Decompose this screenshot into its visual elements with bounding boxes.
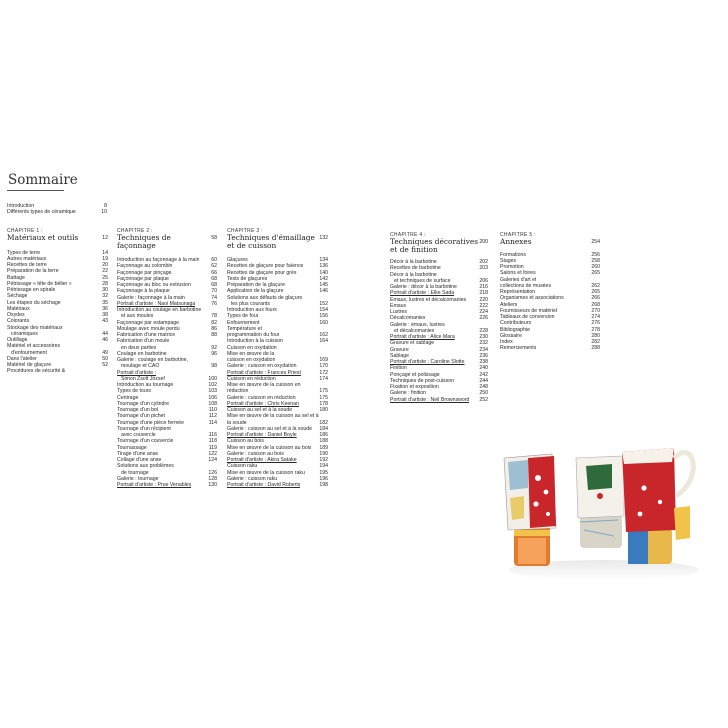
toc-entry-page: 172 xyxy=(319,369,328,376)
toc-entry-page: 265 xyxy=(591,270,600,277)
chapter-page: 58 xyxy=(211,235,217,241)
toc-entry-title: Introduction au coulage en barbotine xyxy=(117,307,202,314)
toc-entry-title: la soude xyxy=(227,419,247,426)
toc-entry-title: Centrage xyxy=(117,394,139,401)
toc-entry-title: Solutions aux problèmes xyxy=(117,463,174,470)
chapter-4 xyxy=(390,232,488,403)
toc-entry-page: 198 xyxy=(319,482,328,489)
toc-entry-title: Types de terre xyxy=(7,249,41,256)
toc-entry-page: 28 xyxy=(102,280,108,287)
toc-entry-page: 114 xyxy=(208,419,217,426)
chapter-label: CHAPITRE 2 : xyxy=(117,228,153,234)
toc-entry-title: Portrait d'artiste : Naoi Matsunaga xyxy=(117,300,196,307)
toc-entry-title: Décalcomanies xyxy=(390,315,426,322)
toc-entry-title: Coulage en barbotine xyxy=(117,350,167,357)
toc-entry-title: Fixation et exposition xyxy=(390,384,439,391)
toc-entry-title: les plus courants xyxy=(231,300,270,307)
toc-entry-title: Techniques de post-cuisson xyxy=(390,377,455,384)
toc-entry-title: Tirage d'une anse xyxy=(117,450,159,457)
toc-entry-page: 274 xyxy=(591,314,600,321)
toc-entry-page: 49 xyxy=(102,349,108,356)
ceramic-mugs-photo xyxy=(494,418,712,588)
toc-entry-page: 184 xyxy=(319,425,328,432)
toc-entry-page: 169 xyxy=(319,357,328,364)
toc-entry-page: 170 xyxy=(319,363,328,370)
toc-entry-page: 108 xyxy=(208,400,217,407)
toc-entry-title: et aux moules xyxy=(121,313,154,320)
toc-entry-page: 220 xyxy=(479,296,488,303)
toc-entry-page: 182 xyxy=(319,419,328,426)
toc-entry-title: Oxydes xyxy=(7,312,25,319)
toc-entry-title: Recettes de terre xyxy=(7,262,47,269)
toc-entry xyxy=(7,209,107,215)
toc-entry-title: Galerie : tournage xyxy=(117,475,159,482)
toc-entry-page: 189 xyxy=(319,444,328,451)
toc-entry-title: cuisson en oxydation xyxy=(227,357,276,364)
toc-entry-title: Galerie : cuisson en oxydation xyxy=(227,363,297,370)
toc-entry-page: 203 xyxy=(479,265,488,272)
toc-entry-title: céramiques xyxy=(11,330,38,337)
toc-entry-title: Galerie : émaux, lustres xyxy=(390,321,445,328)
toc-entry-title: Matériel de glaçure xyxy=(7,362,52,369)
toc-entry-page: 288 xyxy=(591,345,600,352)
toc-entry-page: 142 xyxy=(319,275,328,282)
toc-entry-page: 130 xyxy=(208,482,217,489)
toc-entry-title: Portrait d'artiste : Daniel Boyle xyxy=(227,432,297,439)
toc-entry-title: Lustres xyxy=(390,309,408,316)
toc-entry-page: 88 xyxy=(211,332,217,339)
toc-entry-page: 154 xyxy=(319,307,328,314)
toc-entry-title: Tournage d'un cylindre xyxy=(117,400,170,407)
toc-entry-page: 248 xyxy=(479,384,488,391)
toc-entry-page: 174 xyxy=(319,375,328,382)
toc-entry-title: Préparation de la glaçure xyxy=(227,282,285,289)
toc-entry-page: 78 xyxy=(211,313,217,320)
toc-entry-title: Galerie : coulage en barbotine, xyxy=(117,357,188,364)
chapter-2 xyxy=(117,228,217,488)
toc-entry xyxy=(390,397,488,403)
toc-entry-page: 164 xyxy=(319,338,328,345)
toc-entry-page: 175 xyxy=(319,388,328,395)
toc-entry-title: réduction xyxy=(227,388,249,395)
chapter-label: CHAPITRE 4 : xyxy=(390,232,426,238)
toc-entry-title: Séchage xyxy=(7,293,28,300)
toc-entry-page: 238 xyxy=(479,359,488,366)
toc-entry-title: Tournage d'une pièce fermée xyxy=(117,419,185,426)
chapter-title: Matériaux et outils xyxy=(7,233,79,242)
toc-entry-title: de tournage xyxy=(121,469,149,476)
toc-entry-title: Formations xyxy=(500,251,526,258)
toc-entry-page: 242 xyxy=(479,371,488,378)
toc-entry-page: 160 xyxy=(319,319,328,326)
toc-entry-page: 276 xyxy=(591,320,600,327)
toc-entry-title: Fabrication d'un moule xyxy=(117,338,170,345)
toc-entry-title: Galerie : façonnage à la main xyxy=(117,294,185,301)
toc-entry-page: 106 xyxy=(208,394,217,401)
toc-entry-page: 122 xyxy=(208,450,217,457)
toc-entry-page: 110 xyxy=(208,407,217,414)
toc-entry-title: Sablage xyxy=(390,352,410,359)
toc-entry-page: 52 xyxy=(102,362,108,369)
chapter-label: CHAPITRE 1 : xyxy=(7,228,43,234)
toc-entry-title: Portrait d'artiste : Prue Venables xyxy=(117,482,192,489)
toc-entry-title: Cuisson raku xyxy=(227,463,258,470)
toc-entry-title: Recettes de barbotine xyxy=(390,265,441,272)
toc-entry-title: et techniques de surface xyxy=(394,277,451,284)
toc-entry-page: 8 xyxy=(104,203,107,209)
toc-entry-page: 196 xyxy=(319,475,328,482)
chapter-page: 132 xyxy=(319,235,328,241)
toc-entry-page: 216 xyxy=(479,284,488,291)
toc-entry-title: Portrait d'artiste : Akira Satake xyxy=(227,457,297,464)
toc-entry-page: 232 xyxy=(479,340,488,347)
toc-entry-page: 228 xyxy=(479,327,488,334)
toc-entry-title: Gravure et sablage xyxy=(390,340,435,347)
toc-entry-page: 218 xyxy=(479,290,488,297)
toc-entry-title: Contributeurs xyxy=(500,320,532,327)
toc-entry-title: avec couvercle xyxy=(121,432,156,439)
toc-entry-title: Solutions aux défauts de glaçure xyxy=(227,294,303,301)
toc-entry-title: Colorants xyxy=(7,318,30,325)
toc-entry-title: Décor à la barbotine xyxy=(390,271,437,278)
toc-entry-title: Enfournement xyxy=(227,319,260,326)
toc-entry-title: programmation du four xyxy=(227,332,280,339)
chapter-title: Annexes xyxy=(500,237,532,246)
toc-entry-title: Galerie : décor à la barbotine xyxy=(390,284,457,291)
toc-entry-title: Cuisson en oxydation xyxy=(227,344,277,351)
toc-entry-title: Moulage avec moule perdu xyxy=(117,325,180,332)
toc-entry-page: 268 xyxy=(591,301,600,308)
toc-entry xyxy=(500,345,600,351)
toc-entry-title: Gravure xyxy=(390,346,409,353)
toc-entry-title: Remerciements xyxy=(500,345,537,352)
toc-entry-title: Introduction au tournage xyxy=(117,382,174,389)
toc-entry-title: Portrait d'artiste : Neil Brownsword xyxy=(390,396,470,403)
toc-entry-page: 44 xyxy=(102,330,108,337)
toc-entry-page: 30 xyxy=(102,287,108,294)
toc-entry-title: Salons et foires xyxy=(500,270,536,277)
toc-entry-title: en deux parties xyxy=(121,344,157,351)
toc-entry-title: Façonnage au colombin xyxy=(117,263,173,270)
toc-entry-title: Cuisson au bois xyxy=(227,438,264,445)
toc-entry-title: Types de four xyxy=(227,313,259,320)
toc-entry-title: Portrait d'artiste : Alice Mara xyxy=(390,334,455,341)
toc-entry-page: 43 xyxy=(102,318,108,325)
toc-entry-page: 98 xyxy=(211,363,217,370)
toc-entry-title: Stages xyxy=(500,257,517,264)
toc-entry-page: 194 xyxy=(319,463,328,470)
toc-entry-title: Application de la glaçure xyxy=(227,288,284,295)
toc-entry-title: Tournage d'un couvercle xyxy=(117,438,174,445)
toc-entry-title: Fournisseurs de matériel xyxy=(500,307,558,314)
toc-entry-title: Portrait d'artiste : Elke Sada xyxy=(390,290,455,297)
toc-entry-title: Introduction à la cuisson xyxy=(227,338,283,345)
toc-entry-page: 152 xyxy=(319,300,328,307)
chapter-label: CHAPITRE 5 : xyxy=(500,232,536,238)
toc-entry-page: 192 xyxy=(319,457,328,464)
toc-entry-title: Émaux xyxy=(390,302,407,309)
toc-entry-page: 244 xyxy=(479,377,488,384)
toc-entry-page: 35 xyxy=(102,299,108,306)
toc-entry-title: collections de musées xyxy=(500,282,552,289)
mug-right xyxy=(622,448,693,564)
toc-entry-page: 119 xyxy=(208,444,217,451)
toc-entry-page: 145 xyxy=(319,282,328,289)
toc-entry-page: 265 xyxy=(591,289,600,296)
toc-entry xyxy=(227,482,328,488)
toc-entry-title: Décor à la barbotine xyxy=(390,259,437,266)
toc-entry-page: 74 xyxy=(211,294,217,301)
toc-entry-page: 66 xyxy=(211,269,217,276)
toc-entry-title: Index xyxy=(500,339,513,346)
toc-entry-page: 140 xyxy=(319,269,328,276)
toc-entry-page: 128 xyxy=(208,475,217,482)
toc-entry-page: 10 xyxy=(101,209,107,216)
mug-left xyxy=(504,454,556,566)
toc-entry-title: Galerie : cuisson au bois xyxy=(227,450,284,457)
toc-entry-title: moulage et CAO xyxy=(121,363,160,370)
toc-entry-page: 82 xyxy=(211,319,217,326)
toc-entry-title: Façonnage par plaque xyxy=(117,275,169,282)
toc-entry-title: Matériel et accessoires xyxy=(7,343,61,350)
toc-entry-title: Tournage d'un bol xyxy=(117,407,159,414)
toc-entry-page: 103 xyxy=(208,388,217,395)
toc-entry-page: 22 xyxy=(102,268,108,275)
toc-entry-page: 38 xyxy=(102,312,108,319)
toc-entry-page: 68 xyxy=(211,282,217,289)
chapter-label: CHAPITRE 3 : xyxy=(227,228,263,234)
toc-entry-page: 92 xyxy=(211,344,217,351)
toc-entry-title: Façonnage à la plaque xyxy=(117,288,170,295)
toc-entry-page: 112 xyxy=(208,413,217,420)
toc-entry-page: 180 xyxy=(319,407,328,414)
toc-entry-page: 100 xyxy=(208,375,217,382)
toc-entry-page: 20 xyxy=(102,262,108,269)
chapter-3 xyxy=(227,228,328,488)
toc-entry-page: 76 xyxy=(211,300,217,307)
toc-entry-title: Portrait d'artiste : Caroline Slotte xyxy=(390,359,465,366)
toc-entry-page: 70 xyxy=(211,288,217,295)
toc-entry-page: 186 xyxy=(319,432,328,439)
chapter-title: Techniques décoratives et de finition xyxy=(390,237,479,254)
toc-entry-page: 60 xyxy=(211,257,217,264)
toc-entry-page: 25 xyxy=(102,274,108,281)
toc-entry-page xyxy=(106,368,108,374)
toc-entry-title: Cuisson en réduction xyxy=(227,375,276,382)
toc-entry-page: 134 xyxy=(319,257,328,264)
toc-entry-page: 206 xyxy=(479,277,488,284)
toc-entry-page: 226 xyxy=(479,315,488,322)
chapter-5 xyxy=(500,232,600,352)
toc-entry-title: Façonnage par estampage xyxy=(117,319,180,326)
toc-entry-title: Glossaire xyxy=(500,332,522,339)
toc-entry-title: Pétrissage en spirale xyxy=(7,287,56,294)
toc-entry-title: Tournage d'un récipient xyxy=(117,425,171,432)
toc-entry xyxy=(117,482,217,488)
toc-entry-title: Bibliographie xyxy=(500,326,530,333)
chapter-page: 12 xyxy=(102,235,108,241)
toc-entry-title: Ponçage et polissage xyxy=(390,371,440,378)
toc-entry-page: 102 xyxy=(208,382,217,389)
toc-entry-title: Galerie : finition xyxy=(390,390,427,397)
toc-entry-title: Recettes de glaçure pour grès xyxy=(227,269,297,276)
toc-entry-page: 278 xyxy=(591,326,600,333)
toc-entry-title: Tournage d'un pichet xyxy=(117,413,166,420)
toc-entry-title: Procédures de sécurité & xyxy=(7,368,66,375)
toc-entry-page: 252 xyxy=(479,396,488,403)
toc-entry-page: 32 xyxy=(102,293,108,300)
toc-entry-title: Introduction au façonnage à la main xyxy=(117,257,200,264)
toc-entry-title: Préparation de la terre xyxy=(7,268,59,275)
page-title: Sommaire xyxy=(8,172,78,188)
toc-entry-page: 126 xyxy=(208,469,217,476)
toc-entry-page: 234 xyxy=(479,346,488,353)
toc-entry-title: Matériaux xyxy=(7,305,30,312)
toc-entry-title: Types de tours xyxy=(117,388,152,395)
toc-entry xyxy=(7,368,108,374)
toc-entry-page: 146 xyxy=(319,288,328,295)
title-underline xyxy=(7,190,64,191)
toc-entry-title: Pétrissage « tête de bélier » xyxy=(7,280,72,287)
toc-entry-page: 190 xyxy=(319,450,328,457)
toc-entry-title: Organismes et associations xyxy=(500,295,564,302)
toc-entry-title: Portrait d'artiste : Chris Keenan xyxy=(227,400,299,407)
toc-entry-page: 36 xyxy=(102,305,108,312)
toc-entry-page: 256 xyxy=(591,251,600,258)
toc-entry-page: 260 xyxy=(591,264,600,271)
toc-entry-page: 96 xyxy=(211,350,217,357)
toc-entry-page: 162 xyxy=(319,332,328,339)
chapter-title: Techniques d'émaillage et de cuisson xyxy=(227,233,315,250)
toc-entry-page: 156 xyxy=(319,313,328,320)
toc-entry-title: Introduction xyxy=(7,203,35,209)
toc-entry-page: 222 xyxy=(479,302,488,309)
toc-entry-title: Simon Zsolt József xyxy=(121,375,165,382)
toc-entry-page: 270 xyxy=(591,307,600,314)
toc-entry-page: 46 xyxy=(102,337,108,344)
toc-entry-page: 224 xyxy=(479,309,488,316)
toc-entry-title: Mise en œuvre de la cuisson au sel et à xyxy=(227,413,319,420)
toc-entry-title: Galerie : cuisson en réduction xyxy=(227,394,296,401)
toc-entry-title: Mise en œuvre de la cuisson raku xyxy=(227,469,305,476)
toc-entry-title: Représentation xyxy=(500,289,536,296)
toc-entry-page: 236 xyxy=(479,352,488,359)
toc-entry-page: 230 xyxy=(479,334,488,341)
toc-entry-page: 250 xyxy=(479,390,488,397)
toc-entry-title: Tournassage xyxy=(117,444,147,451)
toc-entry-title: Portrait d'artiste : Frances Priest xyxy=(227,369,301,376)
toc-entry-title: Outillage xyxy=(7,337,28,344)
toc-entry-title: Cuisson au sel et à la soude xyxy=(227,407,293,414)
toc-entry-title: Mise en œuvre de la xyxy=(227,350,275,357)
chapter-page: 254 xyxy=(591,239,600,245)
toc-entry-page: 136 xyxy=(319,263,328,270)
toc-entry-title: Glaçures xyxy=(227,257,248,264)
toc-entry-title: Portrait d'artiste : xyxy=(117,369,157,376)
toc-entry-page: 116 xyxy=(208,432,217,439)
chapter-page: 200 xyxy=(479,239,488,245)
toc-entry-title: Recettes de glaçure pour faïence xyxy=(227,263,304,270)
toc-entry-title: Portrait d'artiste : David Roberts xyxy=(227,482,301,489)
toc-entry-page: 175 xyxy=(319,394,328,401)
toc-entry-title: et décalcomanies xyxy=(394,327,435,334)
toc-entry-page: 14 xyxy=(102,249,108,256)
toc-entry-title: Température et xyxy=(227,325,262,332)
intro-section xyxy=(7,203,107,216)
toc-entry-title: Mise en œuvre de la cuisson au bois xyxy=(227,444,312,451)
toc-entry-title: Différents types de céramique xyxy=(7,209,76,216)
toc-entry-page: 86 xyxy=(211,325,217,332)
toc-entry-title: Introduction aux fours xyxy=(227,307,277,314)
toc-entry-title: Battage xyxy=(7,274,25,281)
toc-entry-title: d'enfournement xyxy=(11,349,47,356)
toc-entry-page: 118 xyxy=(208,438,217,445)
toc-entry-title: Ateliers xyxy=(500,301,518,308)
toc-entry-title: Façonnage par pinçage xyxy=(117,269,172,276)
chapter-title: Techniques de façonnage xyxy=(117,233,171,250)
toc-entry-title: Stockage des matériaux xyxy=(7,324,63,331)
toc-entry-page: 280 xyxy=(591,332,600,339)
toc-entry-title: Façonnage au bloc ou extrusion xyxy=(117,282,191,289)
toc-entry-title: Galeries d'art et xyxy=(500,276,537,283)
toc-entry-page: 62 xyxy=(211,263,217,270)
toc-entry-page: 266 xyxy=(591,295,600,302)
toc-entry-title: Les étapes du séchage xyxy=(7,299,61,306)
toc-entry-page: 68 xyxy=(211,275,217,282)
toc-entry-title: Finition xyxy=(390,365,407,372)
toc-entry-title: Dans l'atelier xyxy=(7,355,37,362)
toc-entry-page: 202 xyxy=(479,259,488,266)
toc-entry-title: Galerie : cuisson au sel et à la soude xyxy=(227,425,313,432)
toc-entry-title: Fabrication d'une matrice xyxy=(117,332,176,339)
toc-entry-page: 258 xyxy=(591,257,600,264)
toc-entry-page: 188 xyxy=(319,438,328,445)
toc-entry-page: 124 xyxy=(208,457,217,464)
toc-entry-title: Galerie : cuisson raku xyxy=(227,475,278,482)
chapter-1 xyxy=(7,228,108,375)
toc-entry-page: 19 xyxy=(102,255,108,262)
toc-entry-title: Autres matériaux xyxy=(7,255,47,262)
toc-entry-title: Tests de glaçures xyxy=(227,275,268,282)
toc-entry-page: 262 xyxy=(591,282,600,289)
toc-entry-page: 50 xyxy=(102,355,108,362)
toc-entry-page: 178 xyxy=(319,400,328,407)
toc-entry-page: 282 xyxy=(591,339,600,346)
toc-entry-title: Émaux, lustres et décalcomanies xyxy=(390,296,467,303)
toc-entry-title: Mise en œuvre de la cuisson en xyxy=(227,382,301,389)
toc-entry-title: Tableaux de conversion xyxy=(500,314,555,321)
toc-entry-title: Collage d'une anse xyxy=(117,457,162,464)
toc-entry-page: 240 xyxy=(479,365,488,372)
toc-entry-page: 195 xyxy=(319,469,328,476)
toc-entry-title: Promotion xyxy=(500,264,524,271)
